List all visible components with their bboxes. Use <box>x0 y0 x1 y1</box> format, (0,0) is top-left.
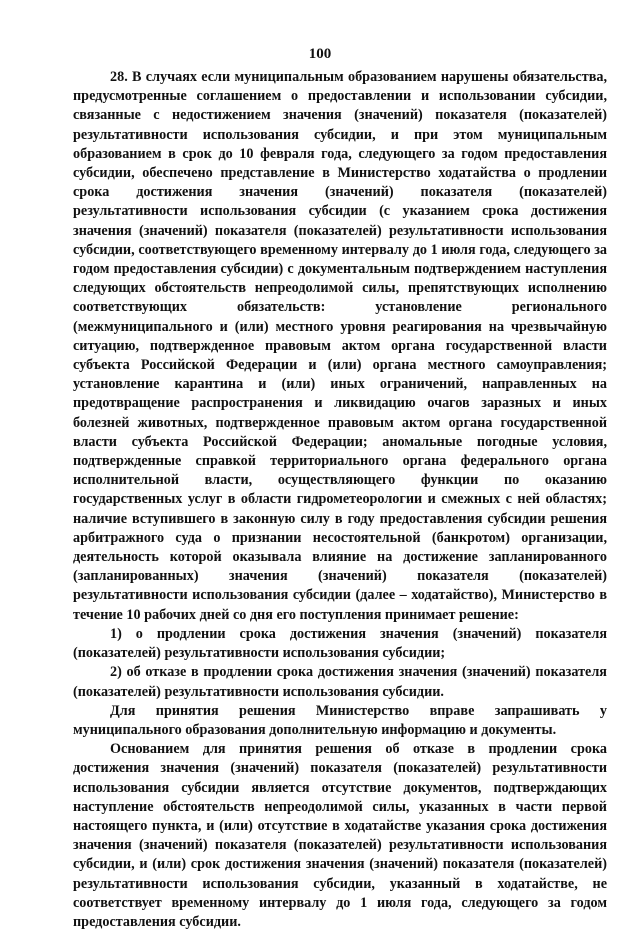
page-number: 100 <box>308 46 332 62</box>
paragraph-option-2: 2) об отказе в продлении срока достижения значения (значений) показателя (показателей) результативности использования субсидии. <box>73 664 607 700</box>
paragraph-information-request: Для принятия решения Министерство вправе запрашивать у муниципального образования дополнительную информацию и документы. <box>73 702 607 738</box>
document-body <box>73 68 607 932</box>
paragraph-refusal-grounds: Основанием для принятия решения об отказе в продлении срока достижения значения (значений) показателя (показателей) результативности использования субсидии является отсутствие документов, подтверждающих наступление обстоятельств непреодолимой силы, указанных в части первой настоящего пункта, и (или) отсутствие в ходатайстве указания срока достижения значения (значений) показателя (показателей) результативности использования субсидии, и (или) срок достижения значения (значений) показателя (показателей) результативности использования субсидии, указанный в ходатайстве, не соответствует временному интервалу до 1 июля года, следующего за годом предоставления субсидии. <box>73 741 607 930</box>
paragraph-28-main: 28. В случаях если муниципальным образованием нарушены обязательства, предусмотренные соглашением о предоставлении и использовании субсидии, связанные с недостижением значения (значений) показателя (показателей) результативности использования субсидии, и при этом муниципальным образованием в срок до 10 февраля года, следующего за годом предоставления субсидии, обеспечено представление в Министерство ходатайства о продлении срока достижения значения (значений) показателя (показателей) результативности использования субсидии (с указанием срока достижения значения (значений) показателя (показателей) результативности использования субсидии, соответствующего временному интервалу до 1 июля года, следующего за годом предоставления субсидии) с документальным подтверждением наступления следующих обстоятельств непреодолимой силы, препятствующих исполнению соответствующих обязательств: установление регионального (межмуниципального и (или) местного уровня реагирования на чрезвычайную ситуацию, подтвержденное правовым актом органа государственной власти субъекта Российской Федерации и (или) органа местного самоуправления; установление карантина и (или) иных ограничений, направленных на предотвращение распространения и ликвидацию очагов заразных и иных болезней животных, подтвержденное правовым актом органа государственной власти субъекта Российской Федерации; аномальные погодные условия, подтвержденные справкой территориального органа федерального органа исполнительной власти, осуществляющего функции по оказанию государственных услуг в области гидрометеорологии и смежных с ней областях; наличие вступившего в законную силу в году предоставления субсидии решения арбитражного суда о признании несостоятельной (банкротом) организации, деятельность которой оказывала влияние на достижение запланированного (запланированных) значения (значений) показателя (показателей) результативности использования субсидии (далее – ходатайство), Министерство в течение 10 рабочих дней со дня его поступления принимает решение: <box>73 69 607 623</box>
paragraph-option-1: 1) о продлении срока достижения значения (значений) показателя (показателей) результативности использования субсидии; <box>73 625 607 662</box>
